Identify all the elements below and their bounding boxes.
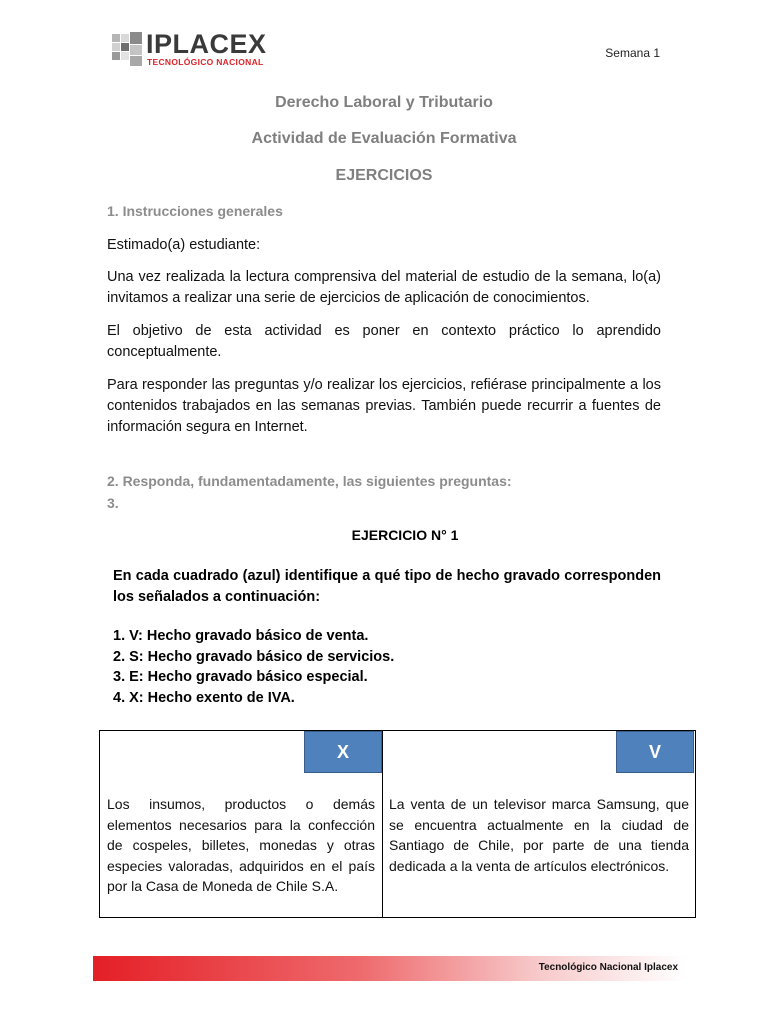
list-item: 1. V: Hecho gravado básico de venta. xyxy=(113,628,369,644)
cell-text: Los insumos, productos o demás elementos necesarios para la confección de cospeles, billetes, monedas y otras especies valoradas, adquiridos en el país por la Casa de Moneda de Chile S.A. xyxy=(107,796,375,894)
exercise-title: EJERCICIO N° 1 xyxy=(351,527,459,543)
week-label: Semana 1 xyxy=(605,46,660,60)
iplacex-logo xyxy=(112,29,272,68)
question-item-3: 3. xyxy=(107,495,119,511)
options-list xyxy=(113,626,394,708)
paragraph-3: Para responder las preguntas y/o realizar los ejercicios, refiérase principalmente a los contenidos trabajados en las semanas previas. También puede recurrir a fuentes de información segura en Internet. xyxy=(107,377,661,435)
list-item: 2. S: Hecho gravado básico de servicios. xyxy=(113,648,395,665)
footer-text: Tecnológico Nacional Iplacex xyxy=(538,962,678,973)
course-title: Derecho Laboral y Tributario xyxy=(275,94,493,111)
activity-title: Actividad de Evaluación Formativa xyxy=(251,130,517,147)
cell-text: La venta de un televisor marca Samsung, que se encuentra actualmente en la ciudad de Santiago de Chile, por parte de una tienda dedicada a la venta de artículos electrónicos. xyxy=(389,796,689,874)
table-cell xyxy=(383,731,695,917)
exercise-table xyxy=(99,730,696,918)
list-item: 4. X: Hecho exento de IVA. xyxy=(113,689,295,706)
greeting: Estimado(a) estudiante: xyxy=(107,237,261,253)
logo-wordmark: IPLACEX xyxy=(146,29,267,59)
paragraph-1: Una vez realizada la lectura comprensiva del material de estudio de la semana, lo(a) invitamos a realizar una serie de ejercicios de aplicación de conocimientos. xyxy=(107,269,661,306)
instructions-heading: 1. Instrucciones generales xyxy=(107,203,283,219)
questions-heading: 2. Responda, fundamentadamente, las siguientes preguntas: xyxy=(107,473,512,489)
table-cell xyxy=(100,731,383,917)
logo-subtitle: TECNOLÓGICO NACIONAL xyxy=(147,57,264,67)
answer-tag-box[interactable]: X xyxy=(304,731,382,773)
exercise-prompt: En cada cuadrado (azul) identifique a qué tipo de hecho gravado corresponden los señalados a continuación: xyxy=(113,568,661,605)
section-title: EJERCICIOS xyxy=(335,167,433,184)
answer-tag-box[interactable]: V xyxy=(616,731,694,773)
paragraph-2: El objetivo de esta actividad es poner en contexto práctico lo aprendido conceptualmente. xyxy=(107,323,661,360)
list-item: 3. E: Hecho gravado básico especial. xyxy=(113,669,368,685)
